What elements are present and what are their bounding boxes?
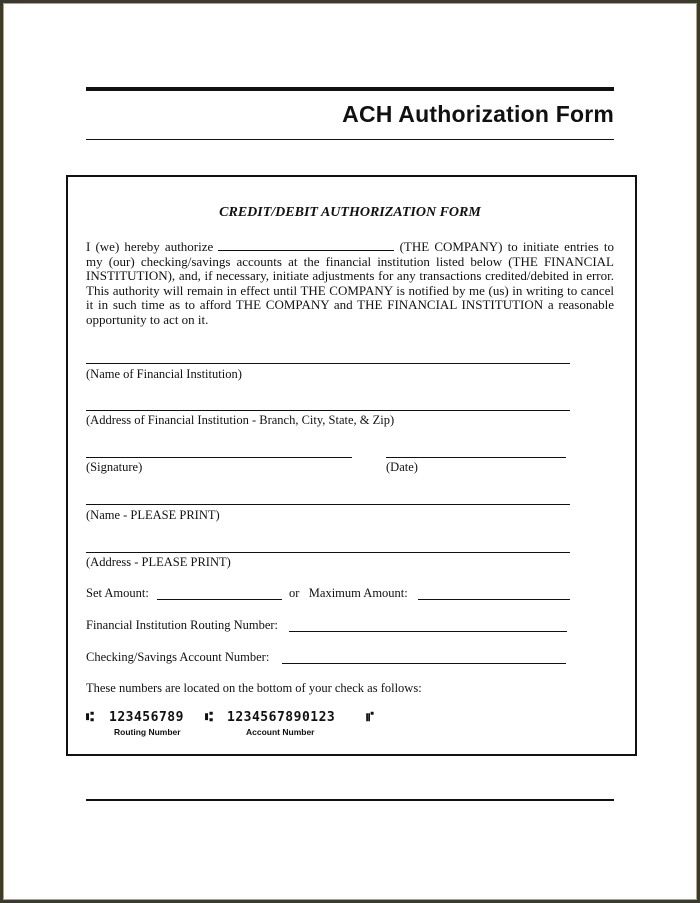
set-amount-label: Set Amount:	[86, 586, 149, 600]
account-number-label: Checking/Savings Account Number:	[86, 650, 270, 664]
account-caption: Account Number	[246, 727, 315, 737]
print-address-line[interactable]	[86, 552, 570, 553]
account-number-line[interactable]	[282, 663, 566, 664]
document-title: ACH Authorization Form	[342, 101, 614, 127]
institution-address-line[interactable]	[86, 410, 570, 411]
print-name-label: (Name - PLEASE PRINT)	[86, 508, 220, 522]
para-start: I (we) hereby authorize	[86, 239, 214, 254]
institution-name-line[interactable]	[86, 363, 570, 364]
authorization-paragraph	[86, 240, 614, 328]
form-title: CREDIT/DEBIT AUTHORIZATION FORM	[219, 205, 481, 220]
signature-label: (Signature)	[86, 460, 143, 474]
transit-symbol-1: ⑆	[86, 710, 95, 725]
institution-name-label: (Name of Financial Institution)	[86, 367, 242, 381]
footer-rule	[86, 799, 614, 801]
print-name-line[interactable]	[86, 504, 570, 505]
account-digits: 1234567890123	[227, 710, 336, 725]
max-amount-line[interactable]	[418, 599, 570, 600]
header-bottom-rule	[86, 139, 614, 140]
para-rest: (THE COMPANY) to initiate entries to my (our) checking/savings accounts at the financial institution listed below (THE FINANCIAL INSTITUTION), and, if necessary, initiate adjustments for any transactions credited/debited in error. This authority will remain in effect until THE COMPANY is notified by me (us) in writing to cancel it in such time as to afford THE COMPANY and THE FINANCIAL INSTITUTION a reasonable opportunity to act on it.	[86, 239, 614, 327]
signature-line[interactable]	[86, 457, 352, 458]
print-address-label: (Address - PLEASE PRINT)	[86, 555, 231, 569]
routing-digits: 123456789	[109, 710, 184, 725]
institution-address-label: (Address of Financial Institution - Branch, City, State, & Zip)	[86, 413, 395, 427]
set-amount-line[interactable]	[157, 599, 282, 600]
routing-number-label: Financial Institution Routing Number:	[86, 618, 278, 632]
routing-caption: Routing Number	[114, 727, 181, 737]
max-amount-label: or Maximum Amount:	[289, 586, 408, 600]
company-blank[interactable]	[218, 240, 394, 251]
routing-number-line[interactable]	[289, 631, 567, 632]
header-top-rule	[86, 87, 614, 91]
check-note: These numbers are located on the bottom of your check as follows:	[86, 681, 422, 695]
date-label: (Date)	[386, 460, 418, 474]
date-line[interactable]	[386, 457, 566, 458]
transit-symbol-2: ⑆	[205, 710, 214, 725]
onus-symbol: ⑈	[366, 710, 375, 725]
